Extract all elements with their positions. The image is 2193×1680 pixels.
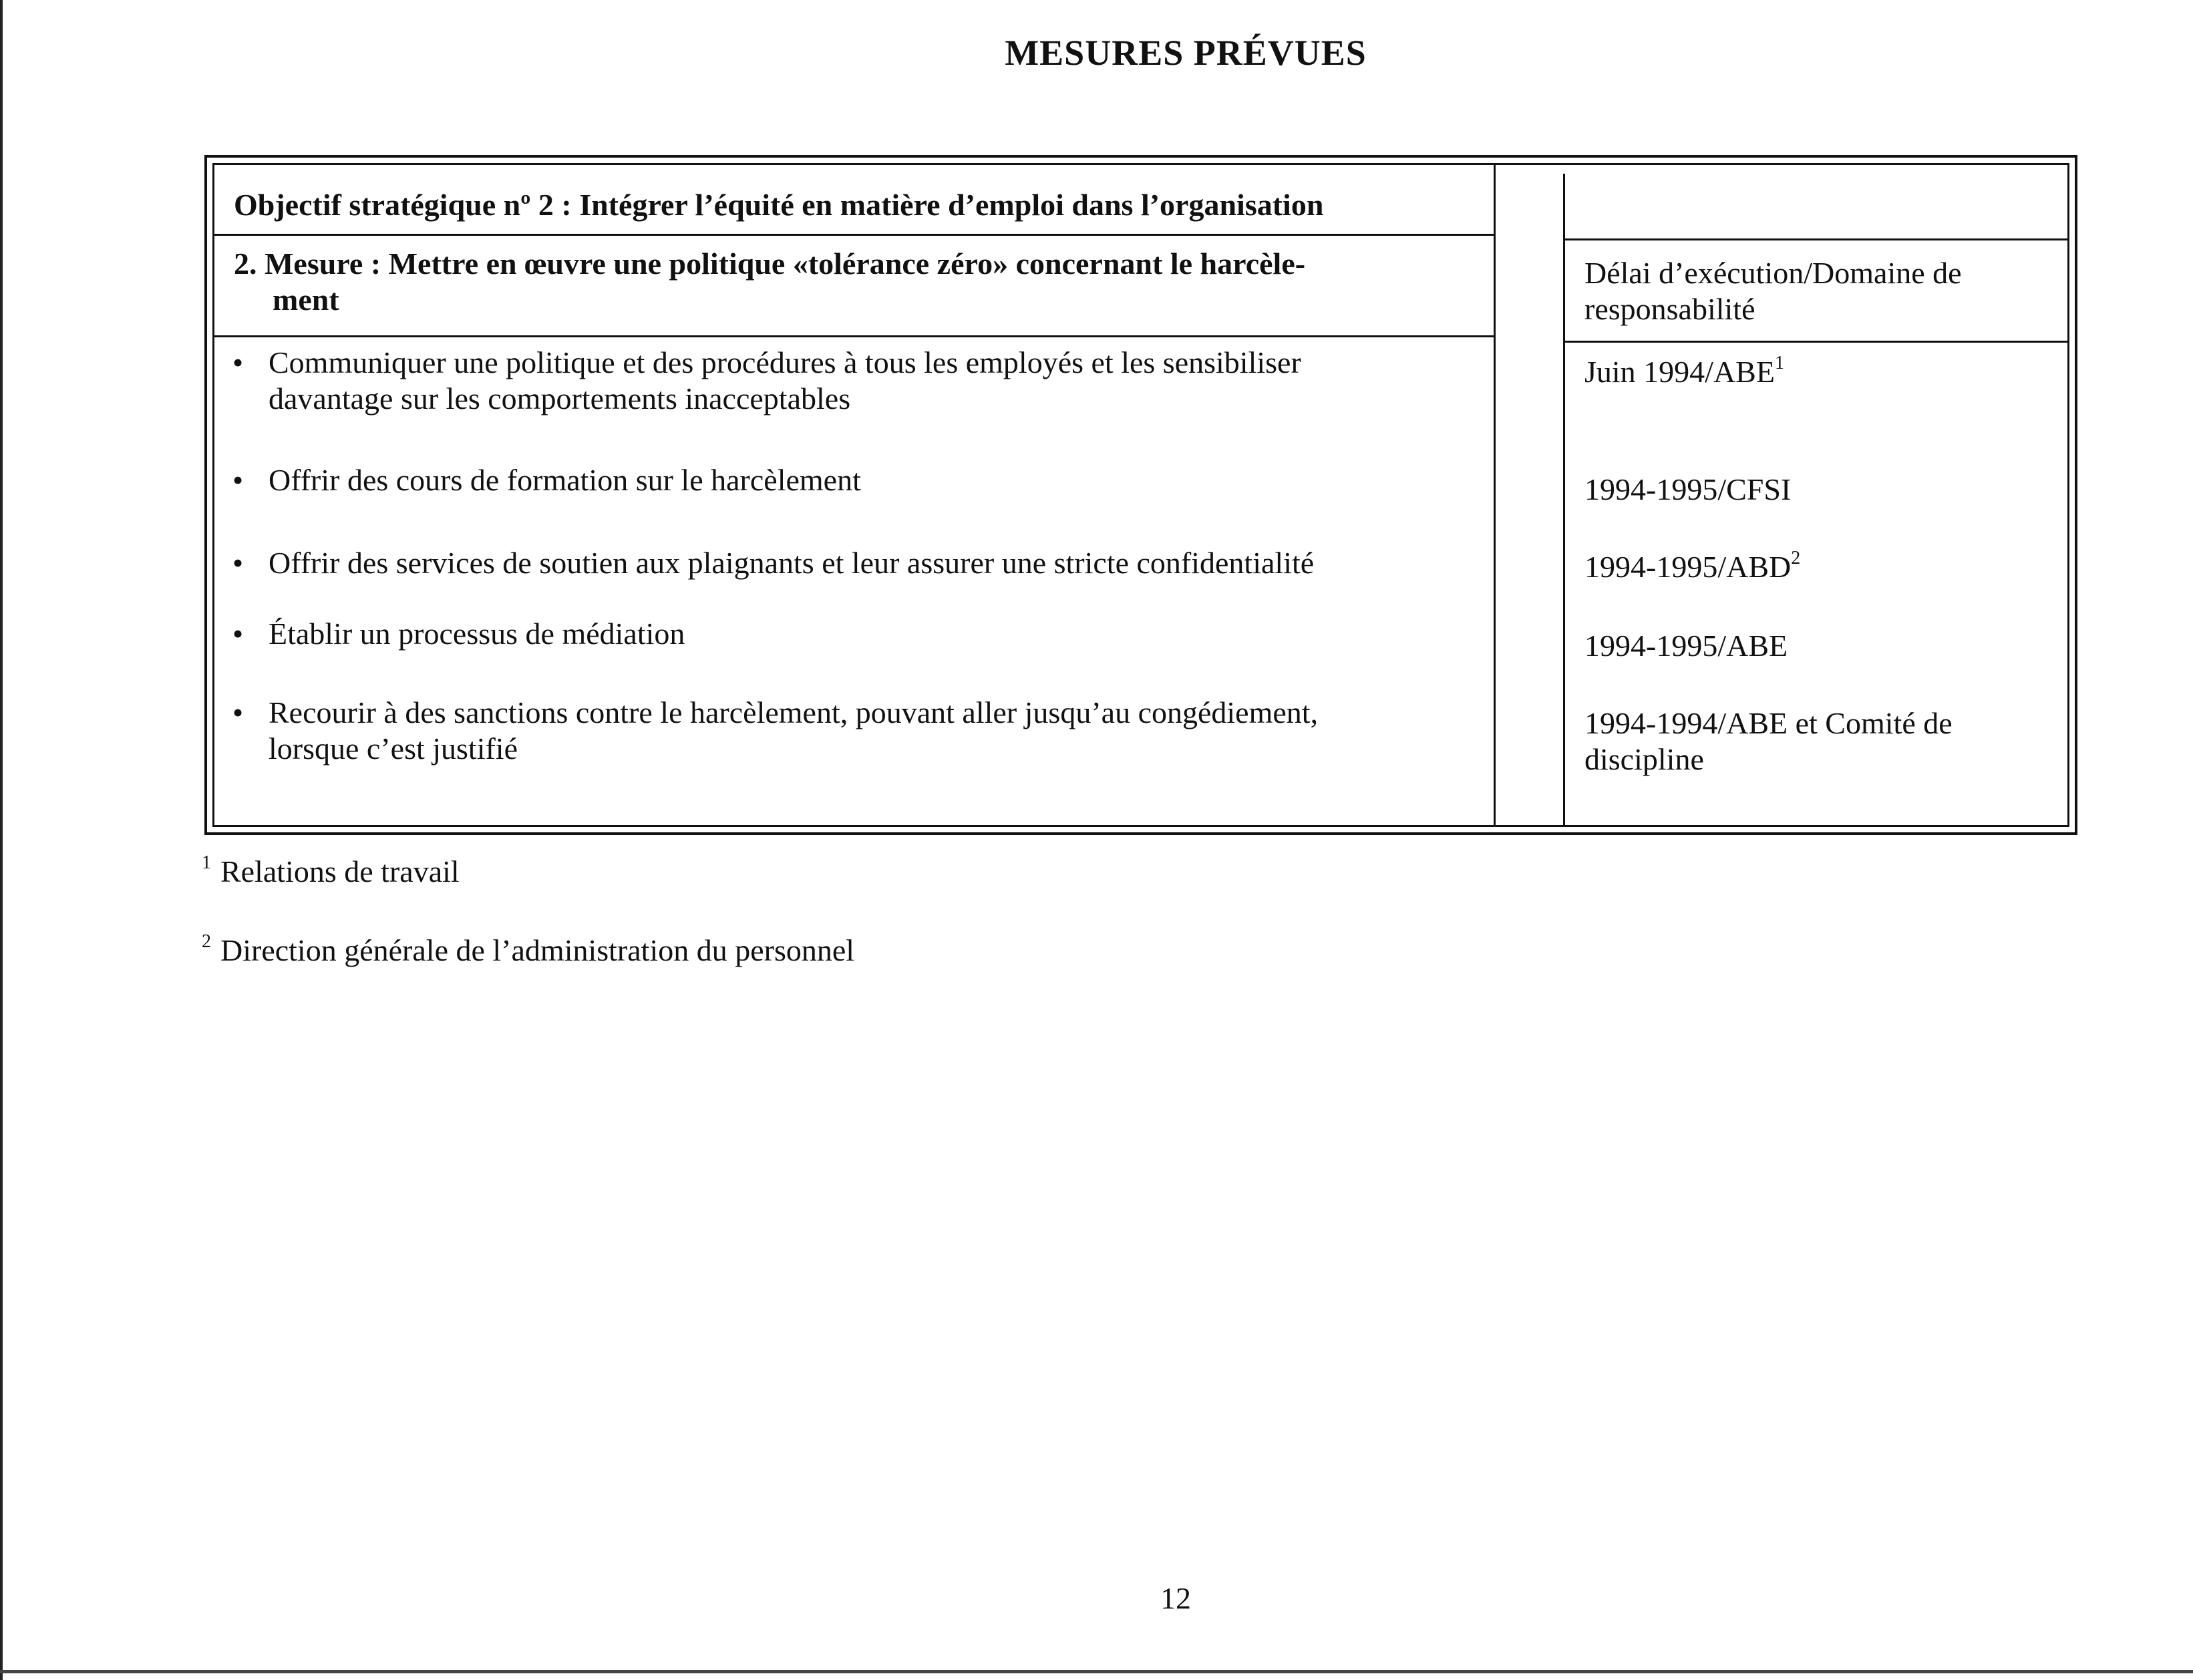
bullet-icon: • (232, 345, 244, 379)
deadline-value: 1994-1995/ABD (1584, 550, 1792, 584)
page-number: 12 (1160, 1581, 1191, 1615)
footnote-text: Direction générale de l’administration du personnel (220, 933, 855, 967)
action-line-1: Offrir des cours de formation sur le harcèlement (269, 463, 861, 497)
deadline-row-2 (1584, 472, 2052, 508)
column-divider-left (1494, 163, 1496, 827)
bullet-icon: • (232, 463, 244, 497)
row-divider-objective (212, 234, 1495, 236)
measure-heading (234, 246, 1490, 318)
scan-left-edge (0, 0, 3, 1680)
deadline-value-line-2: discipline (1584, 742, 1704, 776)
footnote-marker: 1 (202, 852, 211, 873)
footnote-1 (202, 854, 460, 890)
deadline-header-line-2: responsabilité (1584, 292, 1755, 326)
action-line-1: Établir un processus de médiation (269, 617, 685, 651)
scan-bottom-edge (0, 1670, 2193, 1673)
footnote-text: Relations de travail (220, 854, 460, 888)
bullet-icon: • (232, 546, 244, 580)
deadline-row-3 (1584, 549, 2052, 585)
row-divider-measure (212, 335, 1495, 337)
objective-heading (234, 187, 1490, 223)
deadline-value: 1994-1995/CFSI (1584, 472, 1792, 506)
row-divider-objective-right (1563, 238, 2069, 240)
action-text (269, 462, 1467, 498)
measure-line-1: 2. Mesure : Mettre en œuvre une politique «tolérance zéro» concernant le harcèle- (234, 246, 1306, 281)
deadline-value: 1994-1995/ABE (1584, 629, 1788, 663)
bullet-icon: • (232, 617, 244, 651)
footnote-marker: 1 (1774, 353, 1784, 373)
page-title: MESURES PRÉVUES (1005, 33, 1367, 73)
action-line-2: davantage sur les comportements inacceptables (269, 381, 851, 415)
action-text (269, 345, 1467, 417)
action-line-1: Offrir des services de soutien aux plaignants et leur assurer une stricte confidentialité (269, 546, 1315, 580)
measure-line-2: ment (273, 283, 339, 317)
action-text (269, 616, 1467, 652)
footnote-marker: 2 (202, 931, 211, 952)
deadline-row-1 (1584, 354, 2052, 390)
row-divider-measure-right (1563, 341, 2069, 343)
deadline-header-line-1: Délai d’exécution/Domaine de (1584, 256, 1962, 290)
action-text (269, 695, 1467, 767)
deadline-row-4 (1584, 628, 2052, 664)
footnote-marker: 2 (1791, 548, 1801, 568)
deadline-row-5 (1584, 705, 2052, 778)
objective-text: Objectif stratégique nº 2 : Intégrer l’équité en matière d’emploi dans l’organisation (234, 188, 1324, 222)
deadline-value: Juin 1994/ABE (1584, 355, 1775, 389)
deadline-value: 1994-1994/ABE et Comité de (1584, 706, 1953, 740)
column-divider-right (1563, 174, 1565, 827)
bullet-icon: • (232, 695, 244, 729)
action-line-2: lorsque c’est justifié (269, 731, 518, 766)
deadline-header (1584, 255, 2052, 327)
action-line-1: Communiquer une politique et des procédures à tous les employés et les sensibiliser (269, 345, 1301, 379)
footnote-2 (202, 933, 854, 969)
action-line-1: Recourir à des sanctions contre le harcèlement, pouvant aller jusqu’au congédiement, (269, 695, 1319, 729)
action-text (269, 545, 1467, 581)
